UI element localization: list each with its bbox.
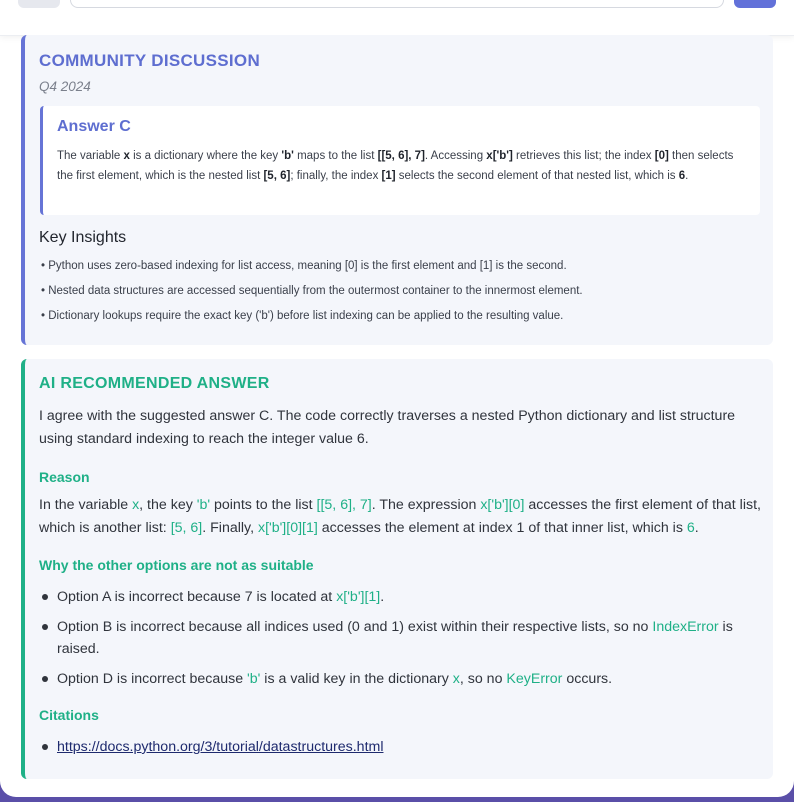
code-term: x [132,497,140,513]
code-term: x['b'][0] [480,497,525,513]
code-term: 'b' [196,497,211,513]
answer-explanation: The variable x is a dictionary where the key 'b' maps to the list [[5, 6], 7]. Accessing x['b'] retrieves this list; the index [0] then selects the first element, which is the nested list [5, 6]; finally, the index [1] selects the second element of that nested list, which is 6. [57,150,734,182]
top-toolbar [0,0,794,36]
insight-item: • Dictionary lookups require the exact key ('b') before list indexing can be applied to the resulting value. [41,310,564,322]
option-a-item: Option A is incorrect because 7 is located at x['b'][1]. [39,586,739,608]
community-title: COMMUNITY DISCUSSION [39,51,261,70]
code-term: [1] [381,170,396,182]
option-b-item: Option B is incorrect because all indices used (0 and 1) exist within their respective lists, so no IndexError is raised. [39,616,739,660]
option-d-item: Option D is incorrect because 'b' is a valid key in the dictionary x, so no KeyError occurs. [39,668,739,690]
citations-heading: Citations [39,707,99,723]
code-term: x['b'][1] [336,589,381,605]
other-options-list [39,586,739,698]
code-term: 6 [678,170,686,182]
community-discussion-card [21,35,773,345]
code-term: [[5, 6], 7] [316,497,372,513]
citation-link[interactable]: https://docs.python.org/3/tutorial/datastructures.html [57,739,384,755]
code-term: [5, 6] [170,520,203,536]
ai-intro: I agree with the suggested answer C. The code correctly traverses a nested Python dictionary and list structure using standard indexing to reach the integer value 6. [39,408,736,447]
reason-heading: Reason [39,469,90,485]
code-term: IndexError [652,619,719,635]
other-options-heading: Why the other options are not as suitable [39,557,314,573]
community-answer-box [40,106,760,215]
code-term: 'b' [247,671,261,687]
code-term: x [452,671,460,687]
insight-item: • Python uses zero-based indexing for list access, meaning [0] is the first element and [1] is the second. [41,260,567,272]
search-input[interactable] [70,0,724,8]
code-term: KeyError [506,671,563,687]
submit-button[interactable] [734,0,776,8]
reason-text: In the variable x, the key 'b' points to the list [[5, 6], 7]. The expression x['b'][0] accesses the first element of that list, which is another list: [5, 6]. Finally, x['b'][0][1] accesses the element at index 1 of that inner list, which is 6. [39,497,761,536]
answer-title: Answer C [57,118,131,135]
insight-item: • Nested data structures are accessed sequentially from the outermost container to the innermost element. [41,285,583,297]
ai-title: AI RECOMMENDED ANSWER [39,375,270,392]
citations-list [39,736,383,758]
back-button[interactable] [18,0,60,8]
code-term: 6 [686,520,695,536]
code-term: [[5, 6], 7] [377,150,425,162]
key-insights-list [41,257,583,332]
citation-item [39,736,383,758]
community-date: Q4 2024 [39,79,91,94]
code-term: 'b' [281,150,294,162]
key-insights-heading: Key Insights [39,229,127,246]
code-term: x['b'] [486,150,513,162]
code-term: x [123,150,130,162]
code-term: [5, 6] [263,170,291,182]
ai-recommended-card [21,359,773,779]
code-term: [0] [654,150,669,162]
code-term: x['b'][0][1] [257,520,318,536]
